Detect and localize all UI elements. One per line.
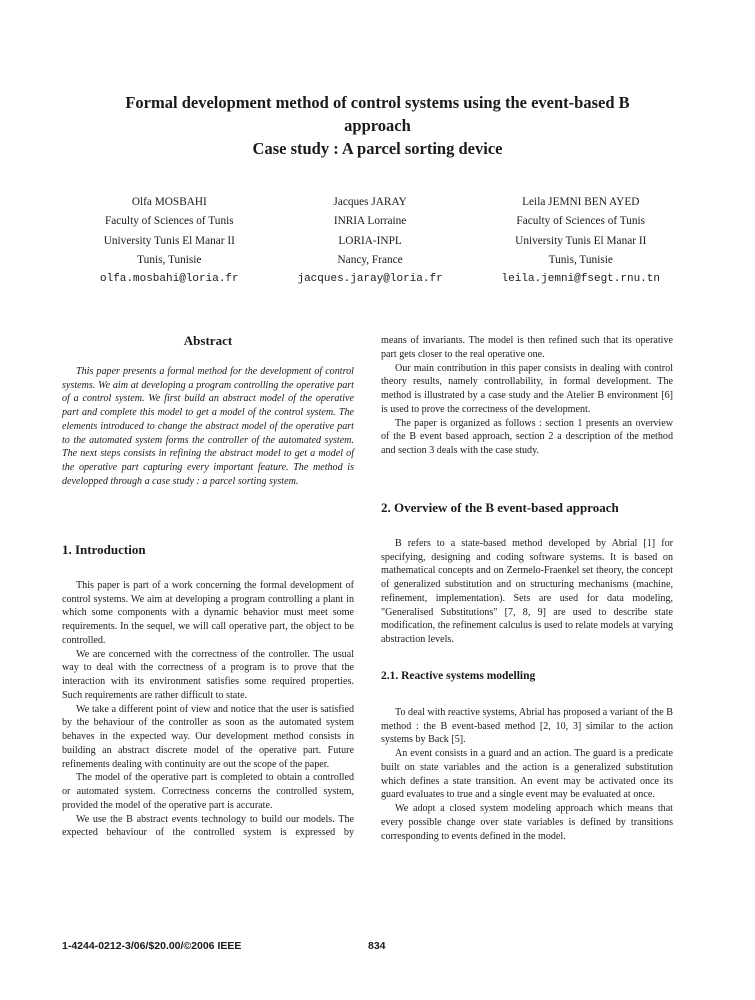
intro-paragraph-1: This paper is part of a work concerning the formal development of control systems. We aim at developing a program controlling a plant in which some components with a dynamic behavior must meet some requirements. In the sequel, we will call operative part, the object to be controlled. bbox=[62, 579, 354, 646]
section-2-paragraph-1: B refers to a state-based method developed by Abrial [1] for specifying, designing and coding software systems. It is based on mathematical concepts and on Zermelo-Fraenkel set theory, the concept of generalized substitution and on structuring mechanisms (machine, refinement, implementation). Sets are used for data modeling, "Generalised Substitutions" [7, 8, 9] are used to describe state modification, the refinement calculus is used to relate models at varying abstraction levels. bbox=[381, 537, 673, 645]
intro-paragraph-3: We take a different point of view and notice that the user is satisfied by the behaviour of the controller as soon as the automated system behaves in the expected way. Our development method consists in building an abstract discrete model of the operative part. Future refinements dealing with continuity are out the scope of the paper. bbox=[62, 703, 354, 770]
author-email: jacques.jaray@loria.fr bbox=[297, 273, 443, 286]
abstract-text: This paper presents a formal method for the development of control systems. We aim at developing a program controlling the operative part of a control system. We first build an abstract model of the operative part and complete this model to get a model of the control system. The elements introduced to change the abstract model of the operative part to the automated system forms the controller of the automated system. The next steps consists in refining the abstract model to get a model of the operative part capturing every important feature. The method is developped through a case study : a parcel sorting system. bbox=[62, 365, 354, 487]
author-email: olfa.mosbahi@loria.fr bbox=[100, 273, 239, 286]
intro-paragraph-4: The model of the operative part is completed to obtain a controlled or automated system. Correctness concerns the controlled system, provided the model of the operative part is accurate. bbox=[62, 772, 354, 811]
author-affiliation: University Tunis El Manar II bbox=[103, 234, 235, 247]
introduction-section bbox=[62, 543, 354, 840]
author-affiliation: INRIA Lorraine bbox=[333, 215, 407, 228]
author-email: leila.jemni@fsegt.rnu.tn bbox=[501, 273, 660, 286]
section-2 bbox=[381, 501, 673, 647]
author-affiliation: Faculty of Sciences of Tunis bbox=[516, 215, 646, 228]
section-2-1-paragraph-2: An event consists in a guard and an action. The guard is a predicate built on state variables and the action is a generalized substitution which defines a state transition. An event may be activated once its guard evaluates to true and a single event may be evaluated at once. bbox=[381, 748, 673, 801]
intro-continued-paragraph-3: The paper is organized as follows : section 1 presents an overview of the B event based approach, section 2 a description of the method and section 3 deals with the case study. bbox=[381, 417, 673, 456]
intro-paragraph-5: We use the B abstract events technology to build our models. The expected behaviour of the controlled system is expressed by bbox=[62, 813, 354, 839]
introduction-continued bbox=[381, 334, 673, 458]
section-2-1-heading: 2.1. Reactive systems modelling bbox=[381, 670, 536, 682]
intro-continued-paragraph-1: means of invariants. The model is then refined such that its operative part gets closer to the real operative one. bbox=[381, 335, 673, 360]
section-2-1-paragraph-1: To deal with reactive systems, Abrial has proposed a variant of the B method : the B event-based method [2, 10, 3] similar to the action systems by Back [5]. bbox=[381, 706, 673, 746]
abstract-heading: Abstract bbox=[183, 333, 233, 348]
title-line-2: approach bbox=[344, 116, 411, 135]
abstract-section bbox=[62, 334, 354, 489]
author-name: Leila JEMNI BEN AYED bbox=[522, 196, 640, 208]
title-line-3: Case study : A parcel sorting device bbox=[252, 139, 503, 158]
section-2-1-paragraph-3: We adopt a closed system modeling approach which means that every possible change over state variables is defined by transitions corresponding to events defined in the model. bbox=[381, 803, 673, 842]
introduction-heading: 1. Introduction bbox=[62, 542, 146, 557]
section-2-1 bbox=[381, 670, 673, 843]
author-1 bbox=[100, 193, 239, 289]
author-2 bbox=[297, 193, 442, 289]
title-line-1: Formal development method of control systems using the event-based B bbox=[125, 93, 630, 112]
author-location: Tunis, Tunisie bbox=[548, 253, 613, 266]
author-name: Olfa MOSBAHI bbox=[131, 196, 207, 208]
author-affiliation: LORIA-INPL bbox=[338, 234, 402, 247]
author-affiliation: Faculty of Sciences of Tunis bbox=[104, 215, 234, 228]
author-block bbox=[100, 193, 660, 289]
author-location: Tunis, Tunisie bbox=[137, 253, 202, 266]
author-location: Nancy, France bbox=[337, 253, 403, 266]
page-number: 834 bbox=[368, 940, 386, 952]
section-2-heading: 2. Overview of the B event-based approach bbox=[381, 500, 619, 515]
author-3 bbox=[502, 193, 660, 289]
author-affiliation: University Tunis El Manar II bbox=[515, 234, 647, 247]
paper-title bbox=[60, 91, 695, 160]
copyright-footer: 1-4244-0212-3/06/$20.00/©2006 IEEE bbox=[62, 940, 242, 952]
author-name: Jacques JARAY bbox=[333, 196, 407, 208]
intro-paragraph-2: We are concerned with the correctness of the controller. The usual way to deal with the correctness of a program is to prove that the interaction with its environment satisfies some required properties. Such requirements are rather difficult to state. bbox=[62, 648, 354, 701]
intro-continued-paragraph-2: Our main contribution in this paper consists in dealing with control theory results, namely controllability, in formal development. The method is illustrated by a case study and the Atelier B environment [6] is used to prove the correctness of the development. bbox=[381, 362, 673, 415]
